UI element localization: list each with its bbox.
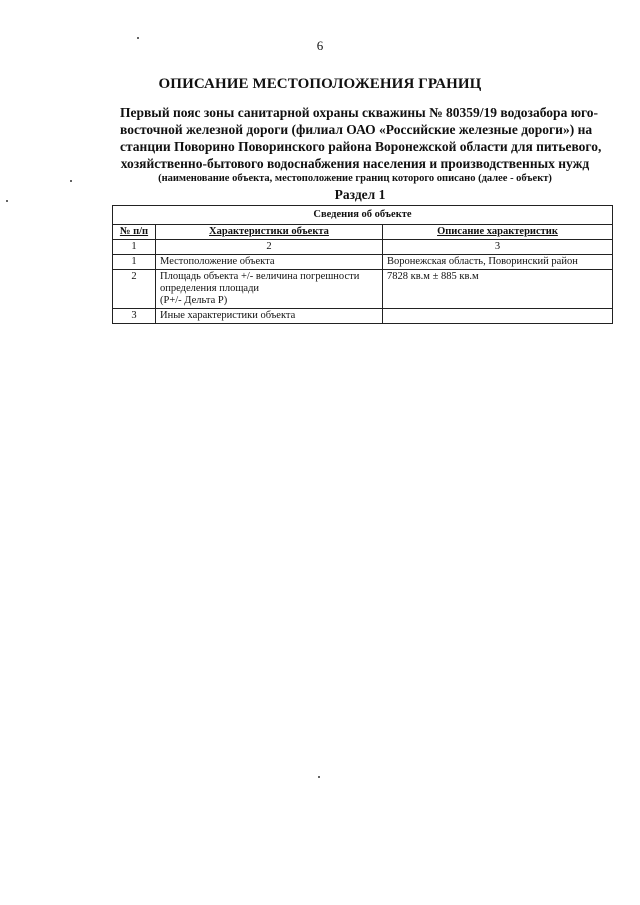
table-row	[113, 270, 613, 309]
row-characteristic-line: определения площади	[160, 283, 260, 294]
index-cell: 1	[113, 240, 156, 255]
object-description-line: Первый пояс зоны санитарной охраны скважины № 80359/19 водозабора юго-	[120, 105, 599, 120]
scan-speck	[318, 776, 320, 778]
row-characteristic-line: Иные характеристики объекта	[160, 310, 296, 321]
scan-speck	[70, 180, 72, 182]
row-number: 2	[113, 270, 156, 309]
row-characteristic-line: Местоположение объекта	[160, 256, 275, 267]
column-header-number: № п/п	[113, 225, 156, 240]
object-description-line: хозяйственно-бытового водоснабжения населения и производственных нужд	[120, 156, 590, 171]
index-cell: 2	[156, 240, 383, 255]
row-characteristic	[156, 255, 383, 270]
index-cell: 3	[383, 240, 613, 255]
row-characteristic-line: (Р+/- Дельта Р)	[160, 295, 228, 306]
object-description-line: восточной железной дороги (филиал ОАО «Российские железные дороги») на	[120, 122, 593, 137]
object-info-table	[112, 205, 613, 324]
table-caption: Сведения об объекте	[113, 206, 613, 225]
column-header-characteristic: Характеристики объекта	[156, 225, 383, 240]
object-description-line: станции Поворино Поворинского района Воронежской области для питьевого,	[120, 139, 602, 154]
row-characteristic-line: Площадь объекта +/- величина погрешности	[160, 271, 360, 282]
table-index-row	[113, 240, 613, 255]
object-description-block	[120, 104, 602, 186]
table-caption-row	[113, 206, 613, 225]
row-number: 3	[113, 309, 156, 324]
document-title: ОПИСАНИЕ МЕСТОПОЛОЖЕНИЯ ГРАНИЦ	[158, 76, 482, 92]
scan-speck	[6, 200, 8, 202]
column-header-description: Описание характеристик	[383, 225, 613, 240]
scan-speck	[137, 37, 139, 39]
page-number: 6	[316, 38, 324, 53]
row-description: 7828 кв.м ± 885 кв.м	[383, 270, 613, 309]
table-header-row	[113, 225, 613, 240]
table-row	[113, 255, 613, 270]
section-title: Раздел 1	[334, 187, 386, 202]
row-characteristic	[156, 270, 383, 309]
row-description: Воронежская область, Поворинский район	[383, 255, 613, 270]
object-description-note: (наименование объекта, местоположение границ которого описано (далее - объект)	[158, 173, 552, 184]
table-row	[113, 309, 613, 324]
row-number: 1	[113, 255, 156, 270]
row-characteristic	[156, 309, 383, 324]
row-description	[383, 309, 613, 324]
